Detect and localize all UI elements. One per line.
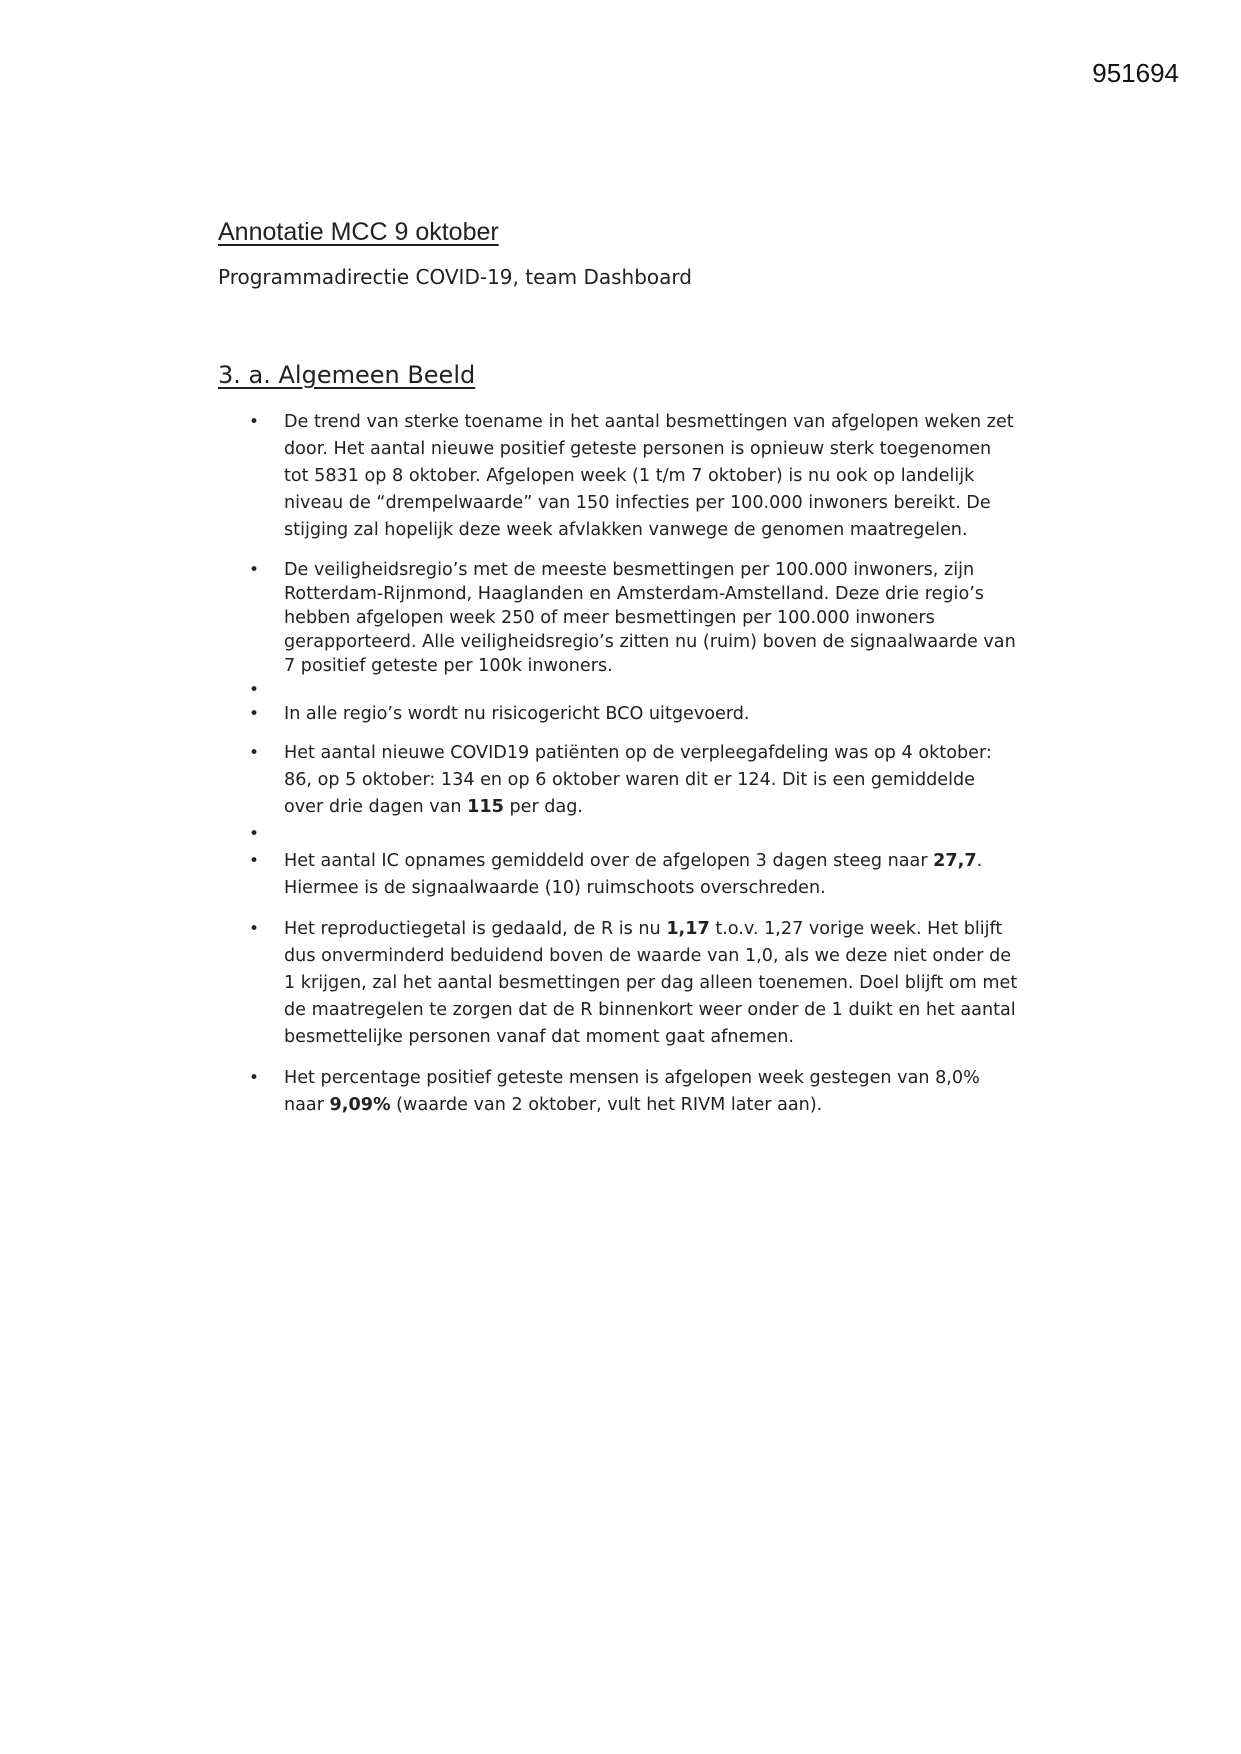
section-heading: 3. a. Algemeen Beeld [218,361,476,389]
bullet-bco: • In alle regio’s wordt nu risicogericht BCO uitgevoerd. [218,702,1018,726]
bullet-list [218,409,1018,1119]
bullet-regions: • De veiligheidsregio’s met de meeste besmettingen per 100.000 inwoners, zijn Rotterdam-Rijnmond, Haaglanden en Amsterdam-Amstelland. Deze drie regio’s hebben afgelopen week 250 of meer besmettingen per 100.000 inwoners gerapporteerd. Alle veiligheidsregio’s zitten nu (ruim) boven de signaalwaarde van 7 positief geteste per 100k inwoners. [218,558,1018,678]
document-subtitle: Programmadirectie COVID-19, team Dashboard [218,265,692,289]
bullet-reproduction: • Het reproductiegetal is gedaald, de R is nu 1,17 t.o.v. 1,27 vorige week. Het blijft dus onverminderd beduidend boven de waarde van 1,0, als we deze niet onder de 1 krijgen, zal het aantal besmettingen per dag alleen toenemen. Doel blijft om met de maatregelen te zorgen dat de R binnenkort weer onder de 1 duikt en het aantal besmettelijke personen vanaf dat moment gaat afnemen. [218,916,1018,1051]
bullet-positive-rate: • Het percentage positief geteste mensen is afgelopen week gestegen van 8,0% naar 9,09% (waarde van 2 oktober, vult het RIVM later aan). [218,1065,1018,1119]
bullet-trend: • De trend van sterke toename in het aantal besmettingen van afgelopen weken zet door. Het aantal nieuwe positief geteste personen is opnieuw sterk toegenomen tot 5831 op 8 oktober. Afgelopen week (1 t/m 7 oktober) is nu ook op landelijk niveau de “drempelwaarde” van 150 infecties per 100.000 inwoners bereikt. De stijging zal hopelijk deze week afvlakken vanwege de genomen maatregelen. [218,409,1018,544]
bullet-ward-patients: • Het aantal nieuwe COVID19 patiënten op de verpleegafdeling was op 4 oktober: 86, op 5 oktober: 134 en op 6 oktober waren dit er 124. Dit is een gemiddelde over drie dagen van 115 per dag. [218,740,1018,821]
bullet-ic-admissions: • Het aantal IC opnames gemiddeld over de afgelopen 3 dagen steeg naar 27,7. Hiermee is de signaalwaarde (10) ruimschoots overschreden. [218,848,1018,902]
document-id: 951694 [1092,58,1179,88]
document-title: Annotatie MCC 9 oktober [218,218,499,246]
document-body [218,218,1018,1119]
bullet-empty-1 [218,678,1018,702]
bullet-empty-2 [218,821,1018,848]
